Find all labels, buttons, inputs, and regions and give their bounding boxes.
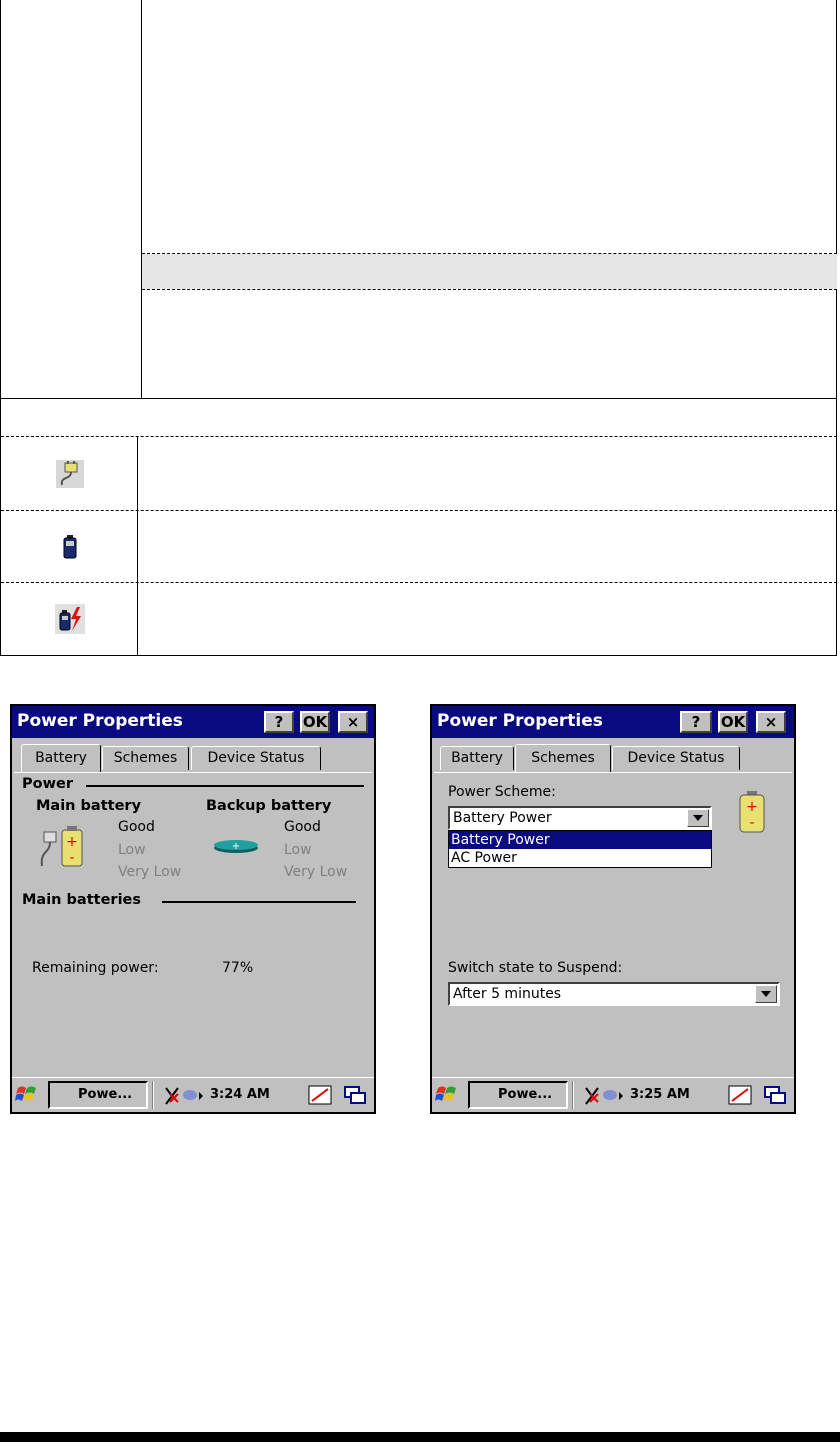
task-button-power[interactable] [468, 1081, 568, 1109]
icon-cell [2, 437, 138, 510]
tab-schemes[interactable]: Schemes [102, 746, 189, 770]
row-separator [142, 289, 837, 290]
backup-level-low: Low [284, 842, 312, 858]
backup-level-good: Good [284, 819, 321, 835]
taskbar-separator [152, 1081, 154, 1109]
clock[interactable]: 3:25 AM [630, 1087, 690, 1102]
svg-text:+: + [746, 799, 758, 815]
battery-scheme-icon [736, 790, 768, 834]
main-battery-icon [38, 824, 90, 870]
suspend-select[interactable] [448, 982, 780, 1006]
tab-divider [14, 772, 372, 773]
input-panel-icon[interactable] [728, 1085, 752, 1105]
task-label: Powe... [78, 1087, 133, 1102]
tab-device-status[interactable]: Device Status [612, 746, 740, 770]
suspend-label: Switch state to Suspend: [448, 960, 623, 976]
taskbar [432, 1077, 794, 1112]
help-button[interactable]: ? [264, 711, 294, 733]
icon-cell [2, 583, 138, 655]
power-properties-window-schemes [430, 704, 796, 1114]
svg-text:-: - [749, 815, 755, 831]
close-button[interactable]: × [756, 711, 786, 733]
row-separator [1, 398, 837, 399]
tray-status-icons[interactable] [582, 1086, 624, 1106]
task-button-power[interactable] [48, 1081, 148, 1109]
row-separator [142, 253, 837, 254]
svg-text:-: - [69, 850, 75, 866]
tray-status-icons[interactable] [162, 1086, 204, 1106]
tab-battery[interactable]: Battery [440, 746, 514, 770]
table-divider [141, 0, 142, 398]
power-scheme-select[interactable] [448, 806, 712, 830]
suspend-value: After 5 minutes [453, 986, 562, 1002]
power-heading: Power [22, 776, 73, 792]
chevron-down-icon[interactable] [755, 985, 777, 1003]
chevron-down-icon[interactable] [687, 809, 709, 827]
main-level-good: Good [118, 819, 155, 835]
task-label: Powe... [498, 1087, 553, 1102]
power-properties-window-battery [10, 704, 376, 1114]
tab-battery[interactable]: Battery [21, 744, 101, 772]
power-scheme-dropdown [448, 830, 712, 868]
section-rule [162, 901, 356, 903]
window-title: Power Properties [437, 711, 603, 731]
icon-cell [2, 511, 138, 582]
taskbar-separator [572, 1081, 574, 1109]
main-level-very-low: Very Low [118, 864, 182, 880]
svg-text:+: + [231, 841, 241, 852]
battery-icon [63, 535, 77, 559]
backup-battery-icon [212, 838, 260, 854]
svg-text:+: + [66, 834, 78, 850]
ok-button[interactable]: OK [718, 711, 748, 733]
clock[interactable]: 3:24 AM [210, 1087, 270, 1102]
remaining-power-value: 77% [222, 960, 254, 976]
tab-device-status[interactable]: Device Status [191, 746, 321, 770]
desktop-switch-icon[interactable] [344, 1086, 366, 1104]
page-footer-rule [0, 1432, 840, 1442]
title-bar [12, 706, 374, 738]
section-rule [86, 785, 364, 787]
battery-charging-icon [55, 604, 85, 634]
start-windows-icon[interactable] [15, 1083, 41, 1107]
power-scheme-label: Power Scheme: [448, 784, 556, 800]
shaded-row [142, 254, 837, 289]
start-windows-icon[interactable] [435, 1083, 461, 1107]
ac-plug-icon [56, 460, 84, 488]
window-title: Power Properties [17, 711, 183, 731]
help-button[interactable]: ? [680, 711, 712, 733]
option-ac-power[interactable]: AC Power [451, 850, 517, 866]
tab-schemes[interactable]: Schemes [515, 744, 611, 772]
option-battery-power[interactable]: Battery Power [449, 831, 711, 849]
tab-divider [434, 772, 792, 773]
remaining-power-label: Remaining power: [32, 960, 159, 976]
main-level-low: Low [118, 842, 146, 858]
main-battery-label: Main battery [36, 798, 142, 814]
title-bar [432, 706, 794, 738]
power-scheme-value: Battery Power [453, 810, 552, 826]
desktop-switch-icon[interactable] [764, 1086, 786, 1104]
ok-button[interactable]: OK [300, 711, 330, 733]
main-batteries-heading: Main batteries [22, 892, 142, 908]
power-icons-table [0, 0, 837, 656]
close-button[interactable]: × [338, 711, 368, 733]
taskbar [12, 1077, 374, 1112]
backup-level-very-low: Very Low [284, 864, 348, 880]
backup-battery-label: Backup battery [206, 798, 332, 814]
input-panel-icon[interactable] [308, 1085, 332, 1105]
